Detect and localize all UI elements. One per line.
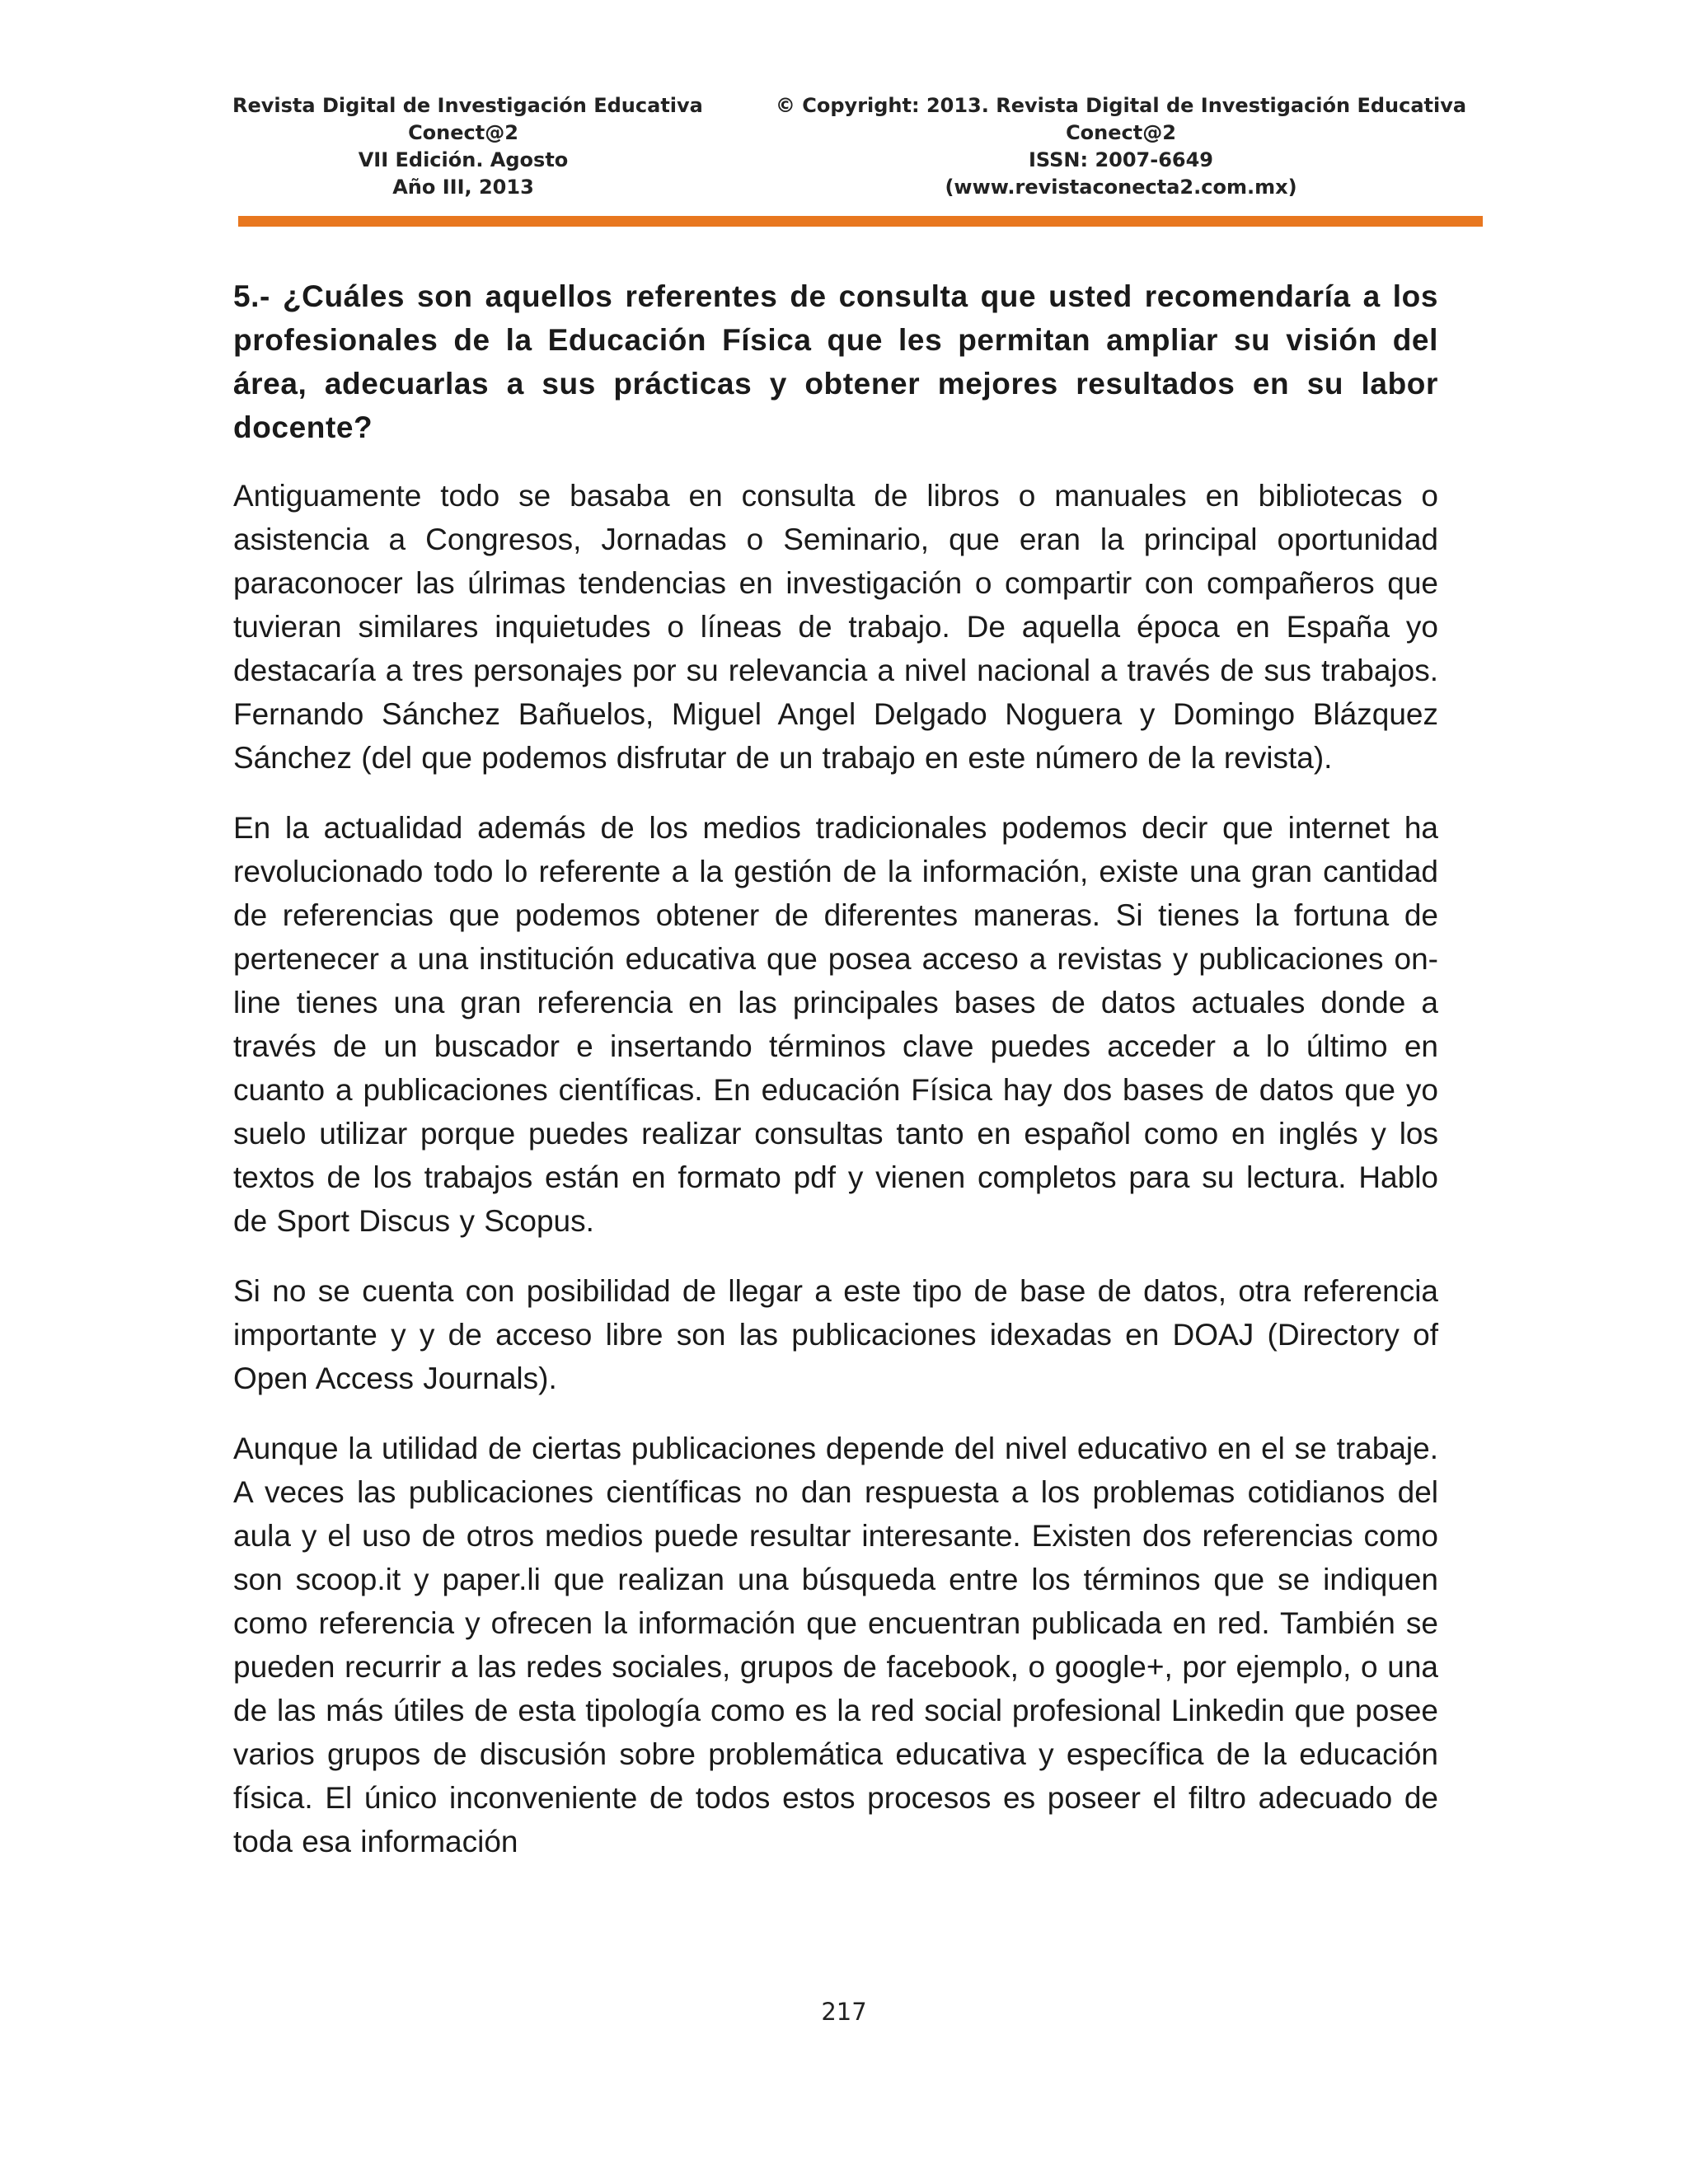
article-body [233, 274, 1438, 1890]
journal-name: Conect@2 [408, 121, 518, 144]
copyright-info [767, 92, 1475, 201]
page-number: 217 [821, 1998, 867, 2026]
website-url: (www.revistaconecta2.com.mx) [945, 176, 1297, 199]
answer-paragraph: Si no se cuenta con posibilidad de llegar a este tipo de base de datos, otra referencia importante y y de acceso libre son las publicaciones idexadas en DOAJ (Directory of Open Access Journals). [233, 1274, 1438, 1395]
answer-paragraph: Antiguamente todo se basaba en consulta de libros o manuales en bibliotecas o asistencia a Congresos, Jornadas o Seminario, que eran la principal oportunidad paraconocer las úlrimas tendencias en investigación o compartir con compañeros que tuvieran similares inquietudes o líneas de trabajo. De aquella época en España yo destacaría a tres personajes por su relevancia a nivel nacional a través de sus trabajos. Fernando Sánchez Bañuelos, Miguel Angel Delgado Noguera y Domingo Blázquez Sánchez (del que podemos disfrutar de un trabajo en este número de la revista). [233, 479, 1438, 775]
interview-question: 5.- ¿Cuáles son aquellos referentes de consulta que usted recomendaría a los profesionales de la Educación Física que les permitan ampliar su visión del área, adecuarlas a sus prácticas y obtener mejores resultados en su labor docente? [233, 279, 1438, 444]
answer-paragraph: En la actualidad además de los medios tradicionales podemos decir que internet ha revolucionado todo lo referente a la gestión de la información, existe una gran cantidad de referencias que podemos obtener de diferentes maneras. Si tienes la fortuna de pertenecer a una institución educativa que posea acceso a revistas y publicaciones on-line tienes una gran referencia en las principales bases de datos actuales donde a través de un buscador e insertando términos clave puedes acceder a lo último en cuanto a publicaciones científicas. En educación Física hay dos bases de datos que yo suelo utilizar porque puedes realizar consultas tanto en español como en inglés y los textos de los trabajos están en formato pdf y vienen completos para su lectura. Hablo de Sport Discus y Scopus. [233, 811, 1438, 1238]
answer-paragraph: Aunque la utilidad de ciertas publicaciones depende del nivel educativo en el se trabaje. A veces las publicaciones científicas no dan respuesta a los problemas cotidianos del aula y el uso de otros medios puede resultar interesante. Existen dos referencias como son scoop.it y paper.li que realizan una búsqueda entre los términos que se indiquen como referencia y ofrecen la información que encuentran publicada en red. También se pueden recurrir a las redes sociales, grupos de facebook, o google+, por ejemplo, o una de las más útiles de esta tipología como es la red social profesional Linkedin que posee varios grupos de discusión sobre problemática educativa y específica de la educación física. El único inconveniente de todos estos procesos es poseer el filtro adecuado de toda esa información [233, 1432, 1438, 1858]
journal-year: Año III, 2013 [392, 176, 534, 199]
journal-title: Revista Digital de Investigación Educativa [232, 94, 703, 117]
copyright-notice: © Copyright: 2013. Revista Digital de Investigación Educativa [775, 94, 1467, 117]
header-divider [238, 216, 1483, 227]
copyright-journal-name: Conect@2 [1066, 121, 1176, 144]
journal-edition: VII Edición. Agosto [358, 148, 569, 171]
journal-info [232, 92, 703, 201]
page-header [232, 92, 1475, 208]
issn: ISSN: 2007-6649 [1028, 148, 1213, 171]
